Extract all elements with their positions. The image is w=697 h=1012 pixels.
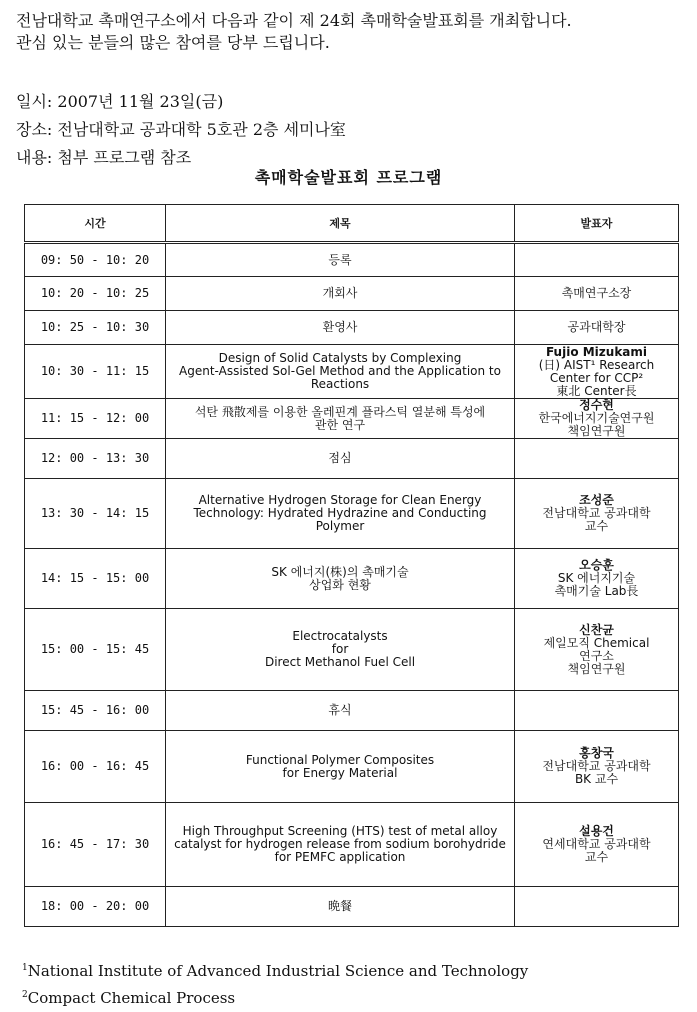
speaker-affiliation: 전남대학교 공과대학 [542, 506, 651, 520]
session-title-line: 관한 연구 [314, 417, 366, 432]
session-speaker [515, 479, 679, 549]
session-title-line: for [331, 642, 349, 656]
speaker-affiliation: 촉매연구소장 [561, 286, 632, 300]
session-speaker [515, 691, 679, 731]
speaker-name: 조성준 [579, 493, 614, 507]
speaker-name: 설용건 [579, 824, 614, 838]
schedule-body [25, 243, 679, 927]
table-header-row [25, 205, 679, 243]
session-speaker [515, 609, 679, 691]
session-time: 10: 25 - 10: 30 [25, 311, 166, 345]
header-title: 제목 [166, 205, 515, 243]
speaker-affiliation: 연세대학교 공과대학 [542, 837, 651, 851]
session-title-line: 상업화 현황 [309, 577, 371, 592]
speaker-affiliation: 책임연구원 [567, 424, 626, 438]
speaker-affiliation: 한국에너지기술연구원 [538, 411, 655, 425]
session-title [166, 479, 515, 549]
footnote-2 [22, 983, 528, 1010]
speaker-affiliation: SK 에너지기술 [557, 571, 636, 585]
session-title [166, 311, 515, 345]
session-title-line: Agent-Assisted Sol-Gel Method and the Application to [179, 364, 501, 378]
header-time: 시간 [25, 205, 166, 243]
session-time: 12: 00 - 13: 30 [25, 439, 166, 479]
table-row [25, 311, 679, 345]
session-title-line: Direct Methanol Fuel Cell [264, 655, 416, 669]
session-title-line: catalyst for hydrogen release from sodium borohydride [174, 837, 506, 851]
speaker-affiliation: 책임연구원 [567, 661, 626, 676]
speaker-affiliation: 연구소 [579, 648, 614, 663]
session-title-line: 석탄 飛散제를 이용한 올레핀계 플라스틱 열분해 특성에 [194, 404, 486, 419]
session-speaker [515, 887, 679, 927]
session-title [166, 691, 515, 731]
footnotes [22, 956, 528, 1010]
table-row [25, 439, 679, 479]
session-title [166, 609, 515, 691]
speaker-affiliation: 교수 [584, 519, 609, 533]
session-speaker [515, 731, 679, 803]
session-title-line: 晩餐 [327, 899, 352, 913]
event-date: 일시: 2007년 11월 23일(금) [16, 92, 224, 111]
event-place: 장소: 전남대학교 공과대학 5호관 2층 세미나室 [16, 120, 346, 139]
session-title [166, 277, 515, 311]
speaker-affiliation: (日) AIST¹ Research [538, 357, 655, 372]
session-title-line: Polymer [315, 519, 365, 533]
session-speaker [515, 399, 679, 439]
session-title [166, 399, 515, 439]
speaker-affiliation: 교수 [584, 850, 609, 864]
session-title-line: for Energy Material [282, 765, 398, 780]
session-title-line: 점심 [328, 451, 352, 465]
session-title [166, 549, 515, 609]
speaker-affiliation: BK 교수 [574, 772, 619, 786]
session-title-line: Alternative Hydrogen Storage for Clean Energy [198, 493, 482, 507]
session-time: 13: 30 - 14: 15 [25, 479, 166, 549]
intro-line-1: 전남대학교 촉매연구소에서 다음과 같이 제 24회 촉매학술발표회를 개최합니다. [16, 11, 572, 30]
session-speaker [515, 803, 679, 887]
session-time: 10: 20 - 10: 25 [25, 277, 166, 311]
table-row [25, 731, 679, 803]
session-time: 15: 00 - 15: 45 [25, 609, 166, 691]
footnote-2-mark: 2 [22, 990, 28, 1000]
program-title: 촉매학술발표회 프로그램 [254, 168, 443, 187]
session-speaker [515, 243, 679, 277]
table-row [25, 803, 679, 887]
session-time: 18: 00 - 20: 00 [25, 887, 166, 927]
session-time: 09: 50 - 10: 20 [25, 243, 166, 277]
session-title-line: 개회사 [322, 286, 358, 300]
session-time: 10: 30 - 11: 15 [25, 345, 166, 399]
header-speaker: 발표자 [515, 205, 679, 243]
speaker-affiliation: Center for CCP² [549, 370, 644, 385]
table-row [25, 691, 679, 731]
intro-line-2: 관심 있는 분들의 많은 참여를 당부 드립니다. [16, 33, 330, 52]
table-row [25, 345, 679, 399]
session-speaker [515, 311, 679, 345]
session-title [166, 803, 515, 887]
session-title-line: SK 에너지(株)의 촉매기술 [271, 564, 409, 579]
session-time: 14: 15 - 15: 00 [25, 549, 166, 609]
session-time: 16: 45 - 17: 30 [25, 803, 166, 887]
footnote-1 [22, 956, 528, 983]
session-speaker [515, 549, 679, 609]
session-speaker [515, 277, 679, 311]
intro-text [16, 10, 572, 54]
session-title-line: Design of Solid Catalysts by Complexing [218, 351, 462, 365]
speaker-name: 홍창국 [579, 746, 614, 760]
session-title-line: High Throughput Screening (HTS) test of metal alloy [182, 824, 498, 838]
session-title-line: for PEMFC application [274, 850, 406, 864]
speaker-affiliation: 촉매기술 Lab長 [554, 584, 639, 598]
table-row [25, 887, 679, 927]
session-time: 15: 45 - 16: 00 [25, 691, 166, 731]
session-title [166, 887, 515, 927]
table-row [25, 243, 679, 277]
footnote-1-text: National Institute of Advanced Industrial Science and Technology [27, 962, 529, 980]
session-title [166, 731, 515, 803]
session-time: 11: 15 - 12: 00 [25, 399, 166, 439]
session-title-line: Electrocatalysts [292, 629, 388, 643]
session-title [166, 243, 515, 277]
session-title [166, 439, 515, 479]
speaker-name: 정수현 [579, 398, 614, 412]
session-title-line: Technology: Hydrated Hydrazine and Conducting [193, 506, 487, 520]
table-row [25, 549, 679, 609]
event-info [16, 88, 346, 172]
session-title-line: Reactions [310, 377, 370, 391]
speaker-name: Fujio Mizukami [545, 344, 648, 359]
session-title-line: 환영사 [322, 320, 358, 334]
speaker-name: 신찬균 [579, 622, 614, 637]
speaker-name: 오승훈 [579, 558, 614, 572]
table-row [25, 609, 679, 691]
session-title [166, 345, 515, 399]
session-title-line: 등록 [328, 252, 352, 267]
session-speaker [515, 345, 679, 399]
event-content: 내용: 첨부 프로그램 참조 [16, 148, 192, 167]
session-time: 16: 00 - 16: 45 [25, 731, 166, 803]
speaker-affiliation: 공과대학장 [567, 320, 626, 334]
schedule-table [24, 204, 679, 927]
table-row [25, 399, 679, 439]
session-title-line: 휴식 [328, 703, 352, 717]
speaker-affiliation: 제일모직 Chemical [543, 635, 650, 650]
session-speaker [515, 439, 679, 479]
footnote-1-mark: 1 [22, 963, 28, 973]
table-row [25, 277, 679, 311]
session-title-line: Functional Polymer Composites [245, 752, 435, 767]
speaker-affiliation: 東北 Center長 [556, 383, 637, 398]
footnote-2-text: Compact Chemical Process [27, 989, 236, 1007]
speaker-affiliation: 전남대학교 공과대학 [542, 759, 651, 773]
table-row [25, 479, 679, 549]
